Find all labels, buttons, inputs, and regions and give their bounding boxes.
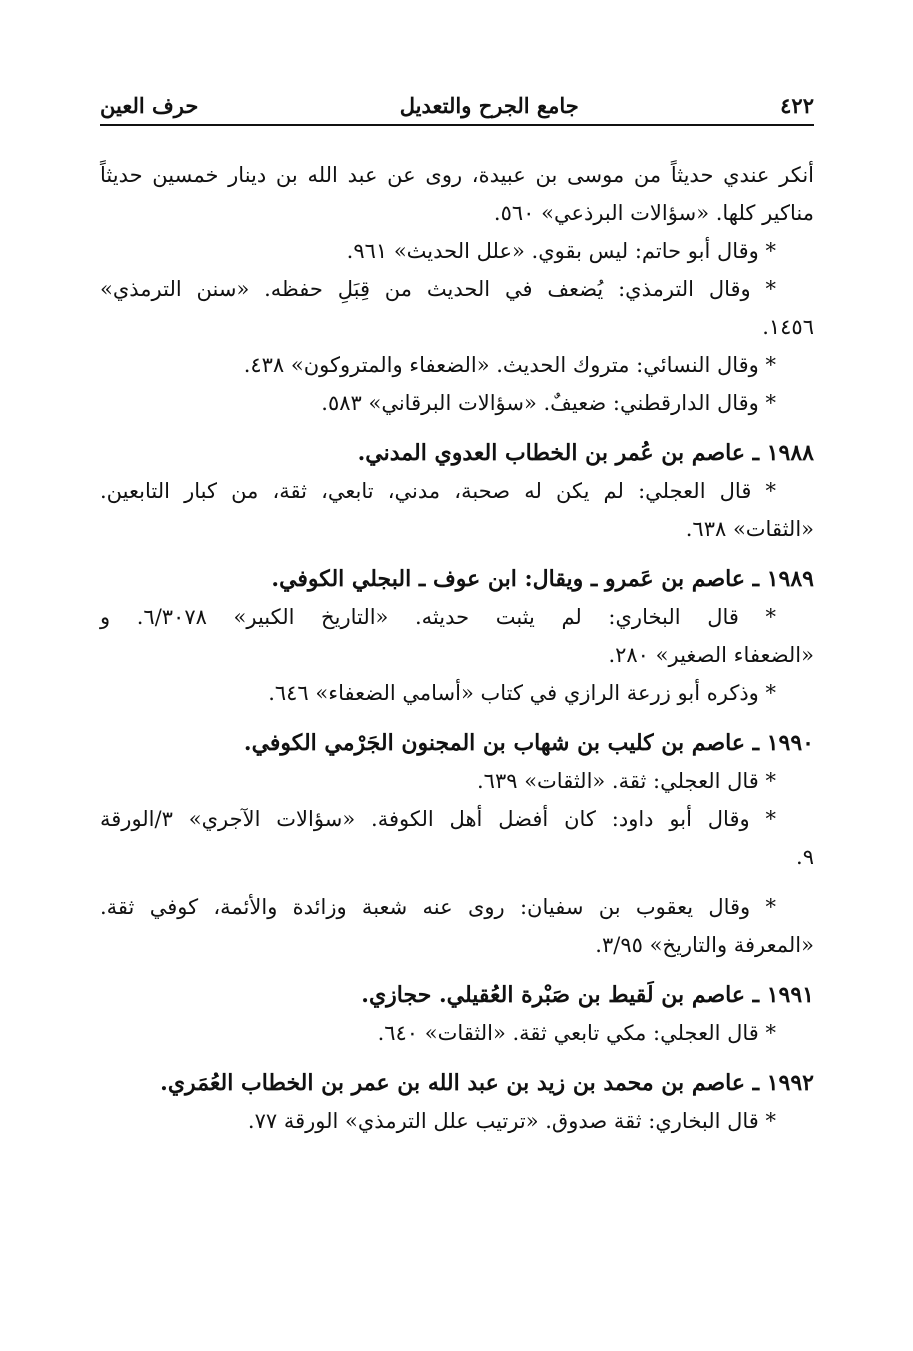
spacer (100, 1052, 814, 1064)
text-line: * وقال الترمذي: يُضعف في الحديث من قِبَلِ حفظه. «سنن الترمذي» (100, 277, 776, 301)
text-line: * وقال أبو داود: كان أفضل أهل الكوفة. «سؤالات الآجري» ٣/الورقة (100, 807, 776, 831)
text-line: أنكر عندي حديثاً من موسى بن عبيدة، روى عن عبد الله بن دينار خمسين حديثاً (100, 163, 814, 187)
entry-heading: ١٩٩٠ ـ عاصم بن كليب بن شهاب بن المجنون الجَرْمي الكوفي. (243, 730, 814, 756)
text-line: مناكير كلها. «سؤالات البرذعي» ٥٦٠. (493, 201, 814, 225)
spacer (100, 548, 814, 560)
spacer (100, 876, 814, 888)
text-line: «الثقات» ٦٣٨. (685, 517, 814, 541)
page-body (100, 156, 814, 1140)
spacer (100, 712, 814, 724)
entry-heading: ١٩٩٢ ـ عاصم بن محمد بن زيد بن عبد الله بن عمر بن الخطاب العُمَري. (160, 1070, 814, 1096)
text-line: * وقال أبو حاتم: ليس بقوي. «علل الحديث» ٩٦١. (346, 239, 776, 263)
text-line: * وقال الدارقطني: ضعيفٌ. «سؤالات البرقاني» ٥٨٣. (321, 391, 776, 415)
text-line: * قال البخاري: لم يثبت حديثه. «التاريخ الكبير» ٦/٣٠٧٨. و (100, 605, 776, 629)
text-line: ١٤٥٦. (762, 315, 814, 339)
text-line: * قال العجلي: لم يكن له صحبة، مدني، تابعي، ثقة، من كبار التابعين. (100, 479, 776, 503)
section-title: حرف العين (100, 92, 199, 118)
spacer (100, 422, 814, 434)
text-line: ٩. (796, 845, 814, 869)
text-line: * قال العجلي: ثقة. «الثقات» ٦٣٩. (476, 769, 776, 793)
spacer (100, 964, 814, 976)
text-line: * وقال النسائي: متروك الحديث. «الضعفاء والمتروكون» ٤٣٨. (243, 353, 776, 377)
book-title: جامع الجرح والتعديل (399, 92, 579, 118)
entry-heading: ١٩٨٨ ـ عاصم بن عُمر بن الخطاب العدوي المدني. (357, 440, 814, 466)
text-line: * وقال يعقوب بن سفيان: روى عنه شعبة وزائدة والأئمة، كوفي ثقة. (100, 895, 776, 919)
running-header (100, 88, 814, 122)
text-line: «الضعفاء الصغير» ٢٨٠. (608, 643, 814, 667)
text-line: * وذكره أبو زرعة الرازي في كتاب «أسامي الضعفاء» ٦٤٦. (268, 681, 776, 705)
text-line: «المعرفة والتاريخ» ٣/٩٥. (595, 933, 814, 957)
entry-heading: ١٩٨٩ ـ عاصم بن عَمرو ـ ويقال: ابن عوف ـ البجلي الكوفي. (271, 566, 814, 592)
entry-heading: ١٩٩١ ـ عاصم بن لَقيط بن صَبْرة العُقيلي. حجازي. (361, 982, 814, 1008)
page-number: ٤٢٢ (780, 92, 814, 118)
text-line: * قال البخاري: ثقة صدوق. «ترتيب علل الترمذي» الورقة ٧٧. (247, 1109, 776, 1133)
header-rule (100, 124, 814, 126)
text-line: * قال العجلي: مكي تابعي ثقة. «الثقات» ٦٤٠. (377, 1021, 776, 1045)
